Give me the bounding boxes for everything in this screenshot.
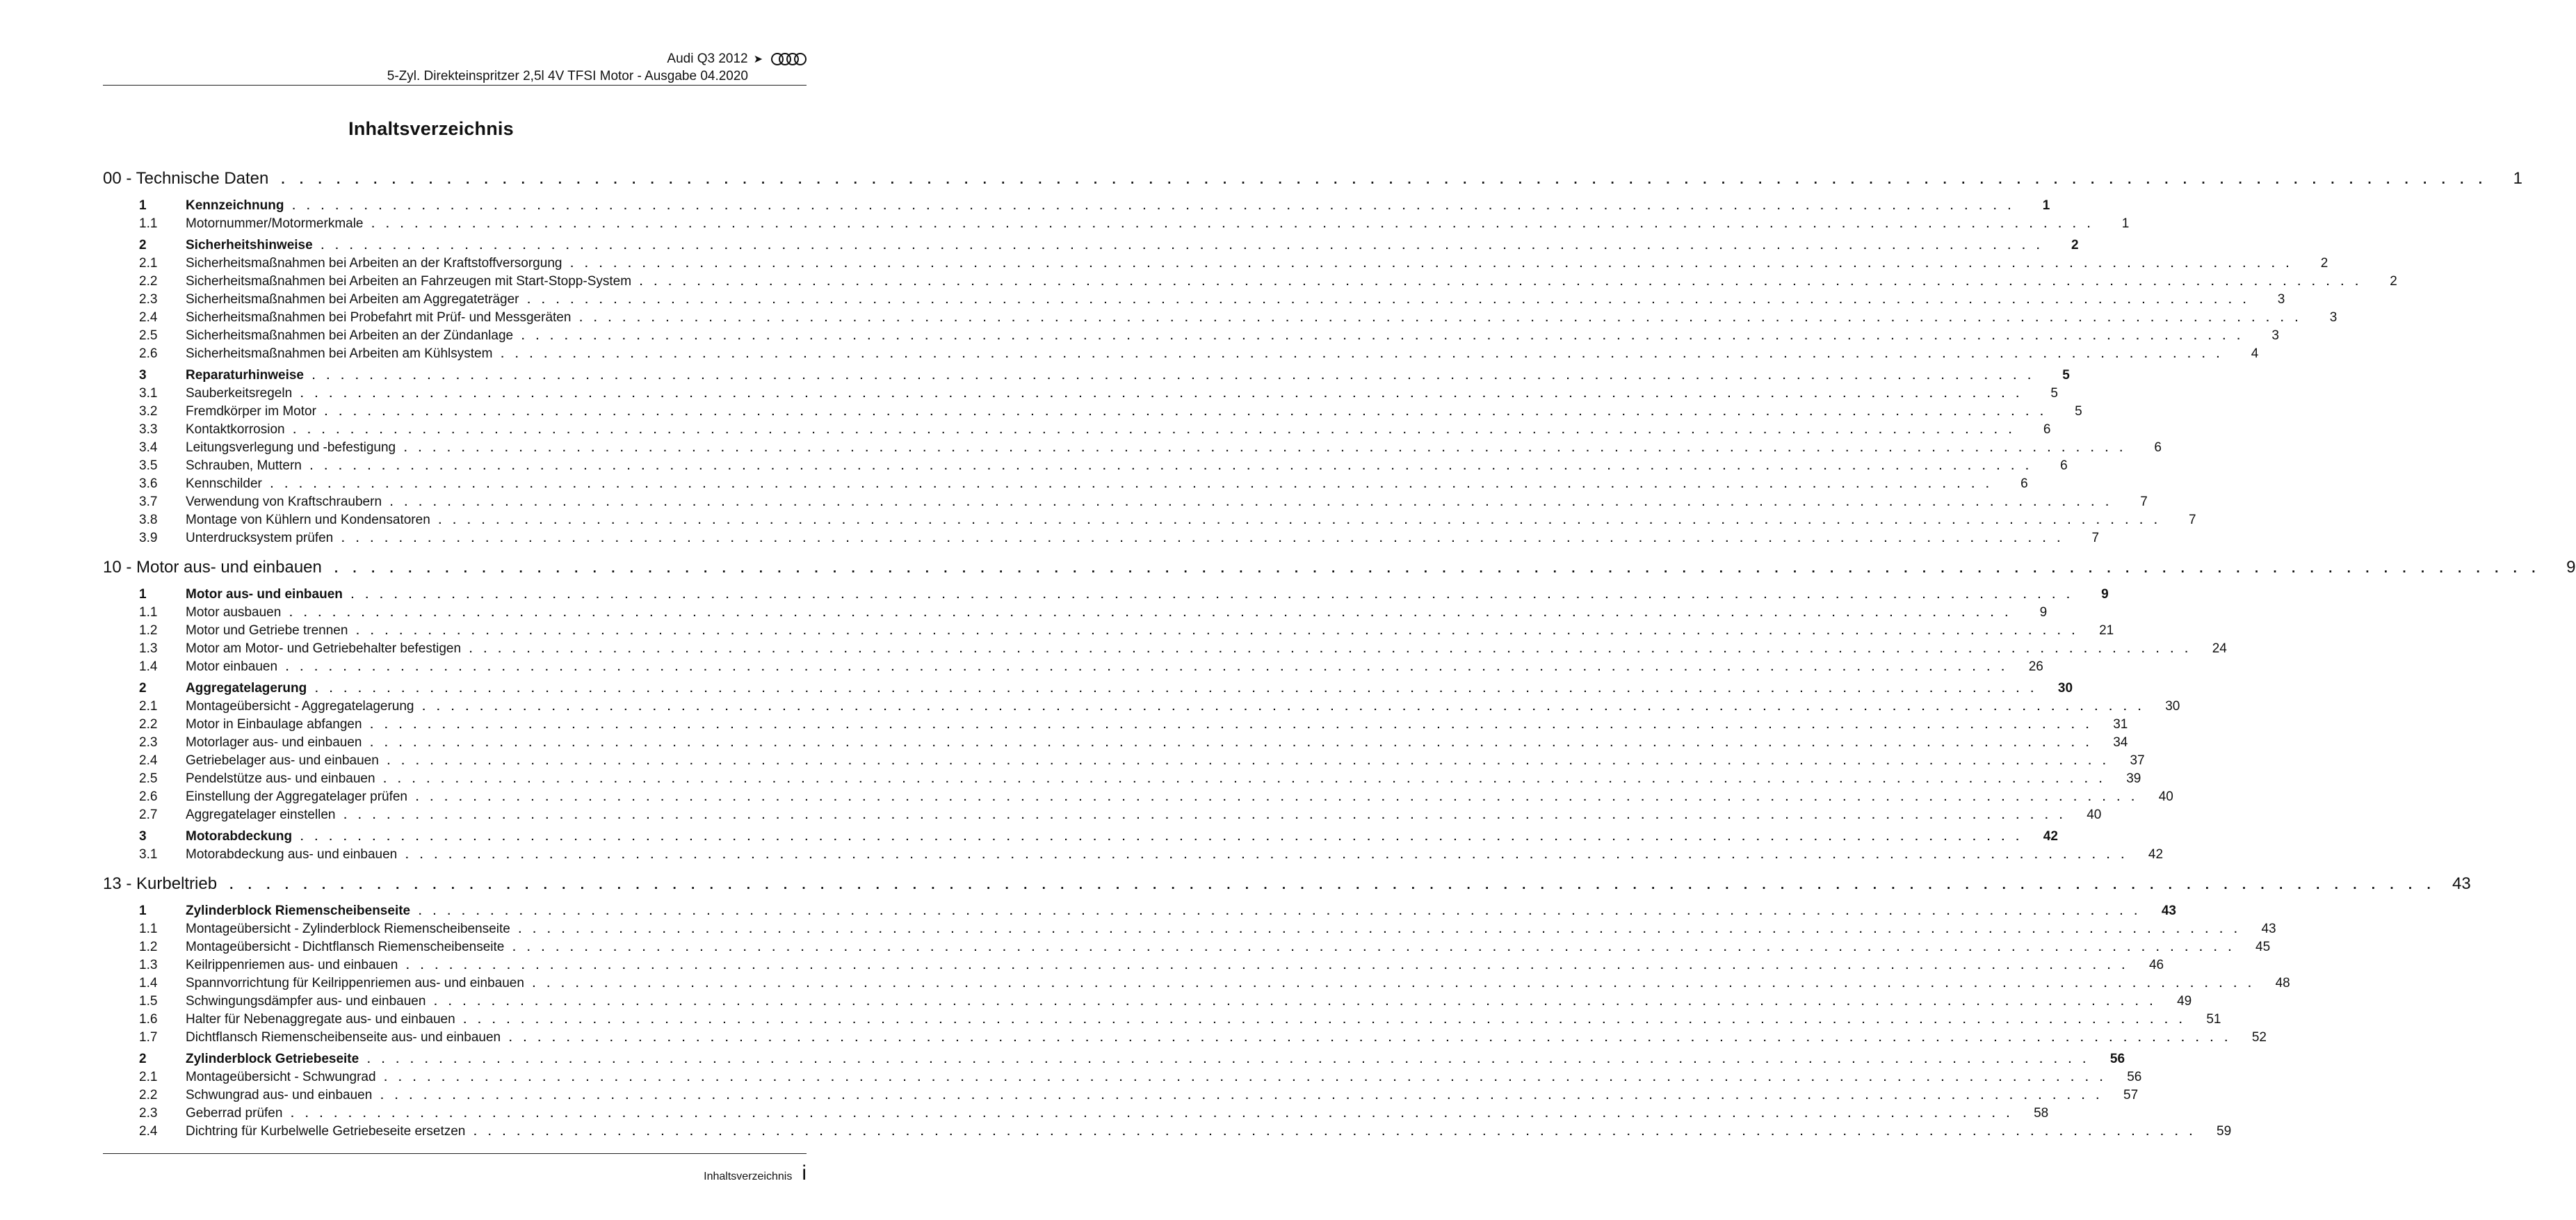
toc-entry-page: 24 — [2212, 641, 2227, 656]
toc-entry-page: 40 — [2158, 789, 2173, 804]
dot-leader: . . . . . . . . . . . . . . . . . . . . . . . . . . . . . . . . . . . . . . . . . . . . . . . . . . . . . . . . . . . . . . . . . . . . . . . . . . . . . . . . . . . . . . . . . . . . . . . . . . . . . . . . . . . . . . . . . . . . . . . . — [321, 240, 2044, 252]
toc-entry-page: 5 — [2050, 386, 2058, 401]
toc-chapter-page: 9 — [2566, 558, 2576, 577]
dot-leader: . . . . . . . . . . . . . . . . . . . . . . . . . . . . . . . . . . . . . . . . . . . . . . . . . . . . . . . . . . . . . . . . . . . . . . . . . . . . . . . . . . . . . . . . . . . . . . . . . . . . . . . . . . . . . . . . . . . . . . . . — [405, 849, 2129, 861]
toc-entry[interactable] — [103, 529, 2100, 547]
toc-entry-title: Kennzeichnung — [186, 198, 284, 213]
footer-page-number: i — [802, 1162, 807, 1185]
toc-entry-page: 37 — [2130, 753, 2145, 768]
toc-entry-page: 39 — [2126, 771, 2141, 786]
toc-entry[interactable] — [103, 385, 2058, 403]
toc-entry[interactable] — [103, 938, 2271, 956]
toc-entry-number: 2.2 — [139, 274, 158, 289]
toc-entry[interactable] — [103, 1068, 2142, 1086]
toc-entry-title: Pendelstütze aus- und einbauen — [186, 771, 375, 786]
toc-entry[interactable] — [103, 493, 2148, 511]
toc-entry-page: 30 — [2057, 681, 2073, 696]
toc-entry-number: 2.6 — [139, 789, 158, 804]
toc-entry-page: 4 — [2251, 346, 2259, 361]
toc-entry-title: Aggregatelager einstellen — [186, 808, 336, 822]
page-footer — [704, 1162, 807, 1185]
toc-entry-page: 21 — [2099, 623, 2114, 638]
toc-entry-page: 2 — [2320, 256, 2328, 271]
toc-entry[interactable] — [103, 956, 2164, 974]
toc-entry-number: 1 — [139, 198, 147, 213]
toc-chapter-title: 00 - Technische Daten — [103, 169, 269, 188]
toc-section[interactable] — [103, 197, 2050, 215]
toc-section[interactable] — [103, 236, 2079, 255]
toc-entry[interactable] — [103, 309, 2338, 327]
toc-chapter[interactable] — [103, 553, 2576, 582]
toc-entry-title: Kennschilder — [186, 476, 262, 491]
toc-entry-number: 2 — [139, 681, 147, 696]
toc-entry-page: 7 — [2189, 513, 2196, 527]
dot-leader: . . . . . . . . . . . . . . . . . . . . . . . . . . . . . . . . . . . . . . . . . . . . . . . . . . . . . . . . . . . . . . . . . . . . . . . . . . . . . . . . . . . . . . . . . . . . . . . . . . . . . . . . . . . . . . . . . . . . . . . . — [518, 924, 2242, 936]
toc-entry-page: 46 — [2148, 958, 2164, 972]
dot-leader: . . . . . . . . . . . . . . . . . . . . . . . . . . . . . . . . . . . . . . . . . . . . . . . . . . . . . . . . . . . . . . . . . . . . . . . . . . . . . . . . . . . . . . . . . . . . . . . . . . . . . . . . . . . . . . . . . . . . . . . . — [579, 312, 2303, 324]
toc-entry-page: 57 — [2123, 1088, 2139, 1102]
toc-entry-page: 42 — [2043, 829, 2058, 844]
toc-entry-number: 1.6 — [139, 1012, 158, 1027]
dot-leader: . . . . . . . . . . . . . . . . . . . . . . . . . . . . . . . . . . . . . . . . . . . . . . . . . . . . . . . . . . . . . . . . . . . . . . . . . . . . . . . . . . . . . . . . . . . . . . . . . . . . . . . . . . . . . . . . . . . . . . . . — [293, 424, 2016, 436]
dot-leader: . . . . . . . . . . . . . . . . . . . . . . . . . . . . . . . . . . . . . . . . . . . . . . . . . . . . . . . . . . . . . . . . . . . . . . . . . . . . . . . . . . . . . . . . . . . . . . . . . . . . . . . . . . . . . . . . . . . . . . . . — [370, 719, 2093, 731]
toc-entry-number: 3.5 — [139, 458, 158, 473]
dot-leader: . . . . . . . . . . . . . . . . . . . . . . . . . . . . . . . . . . . . . . . . . . . . . . . . . . . . . . . . . . . . . . . . . . . . . . . . . . . . . . . . . . . . . . . . . . . . . . . . . . . . . . . . . . . . . . . . . . . . . . . . — [343, 810, 2067, 821]
toc-entry-title: Montageübersicht - Dichtflansch Riemenscheibenseite — [186, 940, 505, 954]
toc-entry-page: 5 — [2062, 368, 2070, 383]
toc-entry[interactable] — [103, 974, 2290, 993]
dot-leader: . . . . . . . . . . . . . . . . . . . . . . . . . . . . . . . . . . . . . . . . . . . . . . . . . . . . . . . . . . . . . . . . . . . . . . . . . . . . . . . . . . . . . . . . . . . . . . . . . . . . . . . . . . . . . . . . . . . . . . . . — [270, 479, 1993, 490]
toc-entry-title: Spannvorrichtung für Keilrippenriemen aus- und einbauen — [186, 976, 524, 990]
audi-rings-logo-icon — [771, 53, 807, 65]
toc-entry-number: 2.2 — [139, 1088, 158, 1102]
toc-entry[interactable] — [103, 734, 2128, 752]
toc-entry[interactable] — [103, 658, 2043, 676]
toc-entry[interactable] — [103, 716, 2128, 734]
toc-entry-page: 43 — [2161, 904, 2176, 918]
toc-entry-page: 31 — [2113, 717, 2128, 732]
toc-entry[interactable] — [103, 1086, 2139, 1105]
dot-leader: . . . . . . . . . . . . . . . . . . . . . . . . . . . . . . . . . . . . . . . . . . . . . . . . . . . . . . . . . . . . . . . . . . . . . . . . . . . . . . . . . . . . . . . . . . . . . . . . . . . . . . . . . . . . . . . . . . . . . . . . — [292, 200, 2016, 212]
toc-entry-page: 48 — [2275, 976, 2290, 990]
toc-entry-page: 7 — [2140, 495, 2148, 509]
toc-entry-page: 2 — [2390, 274, 2397, 289]
toc-entry[interactable] — [103, 475, 2028, 493]
toc-entry[interactable] — [103, 215, 2130, 233]
dot-leader: . . . . . . . . . . . . . . . . . . . . . . . . . . . . . . . . . . . . . . . . . . . . . . . . . . . . . . . . . . . . . . . . . . . . . . . . . . . . . . . . . . . . . . . . . . . . . . . . . . . . . . . . . . . . . . . . . . . . . . . . — [341, 533, 2065, 545]
footer-label: Inhaltsverzeichnis — [704, 1171, 793, 1182]
toc-entry-title: Einstellung der Aggregatelager prüfen — [186, 789, 408, 804]
toc-entry-page: 52 — [2251, 1030, 2267, 1045]
toc-entry-title: Geberrad prüfen — [186, 1106, 283, 1121]
toc-entry-page: 56 — [2127, 1070, 2142, 1084]
toc-chapter-title: 10 - Motor aus- und einbauen — [103, 558, 322, 577]
toc-chapter[interactable] — [103, 164, 2523, 193]
dot-leader: . . . . . . . . . . . . . . . . . . . . . . . . . . . . . . . . . . . . . . . . . . . . . . . . . . . . . . . . . . . . . . . . . . . . . . . . . . . . . . . . . . . . . . . . . . . . . . . . . . . . . . . . . . . . . . . . . . . . . . . . — [383, 773, 2107, 785]
toc-entry-page: 3 — [2271, 328, 2279, 343]
toc-entry-page: 9 — [2101, 587, 2109, 602]
toc-entry-title: Sicherheitsmaßnahmen bei Arbeiten an der Kraftstoffversorgung — [186, 256, 562, 271]
arrow-icon: ➤ — [753, 54, 763, 65]
toc-entry-number: 3.9 — [139, 531, 158, 545]
toc-entry-title: Sicherheitsmaßnahmen bei Arbeiten an der Zündanlage — [186, 328, 514, 343]
dot-leader: . . . . . . . . . . . . . . . . . . . . . . . . . . . . . . . . . . . . . . . . . . . . . . . . . . . . . . . . . . . . . . . . . . . . . . . . . . . . . . . . . . . . . . . . . . . . . . . . . . . . . . . . . . . . . . . . . . . . . . . . — [370, 737, 2093, 749]
toc-entry-title: Zylinderblock Getriebeseite — [186, 1052, 359, 1066]
toc-entry[interactable] — [103, 511, 2196, 529]
toc-entry-number: 2.6 — [139, 346, 158, 361]
dot-leader: . . . . . . . . . . . . . . . . . . . . . . . . . . . . . . . . . . . . . . . . . . . . . . . . . . . . . . . . . . . . . . . . . . . . . . . . . . . . . . . . . . . . . . . . . . . . . . . . . . . . . . . . . . . . . . . . . . . . . . . . — [334, 561, 2541, 576]
toc-entry[interactable] — [103, 421, 2051, 439]
toc-entry-page: 6 — [2154, 440, 2162, 455]
dot-leader: . . . . . . . . . . . . . . . . . . . . . . . . . . . . . . . . . . . . . . . . . . . . . . . . . . . . . . . . . . . . . . . . . . . . . . . . . . . . . . . . . . . . . . . . . . . . . . . . . . . . . . . . . . . . . . . . . . . . . . . . — [300, 831, 2023, 843]
toc-entry-page: 6 — [2043, 422, 2051, 437]
toc-entry-number: 2.2 — [139, 717, 158, 732]
toc-entry-number: 1.4 — [139, 659, 158, 674]
toc-entry[interactable] — [103, 345, 2259, 363]
toc-entry-title: Aggregatelagerung — [186, 681, 307, 696]
toc-entry-title: Leitungsverlegung und -befestigung — [186, 440, 396, 455]
toc-entry-title: Motornummer/Motormerkmale — [186, 216, 364, 231]
toc-entry-number: 3.1 — [139, 847, 158, 862]
dot-leader: . . . . . . . . . . . . . . . . . . . . . . . . . . . . . . . . . . . . . . . . . . . . . . . . . . . . . . . . . . . . . . . . . . . . . . . . . . . . . . . . . . . . . . . . . . . . . . . . . . . . . . . . . . . . . . . . . . . . . . . . — [356, 625, 2080, 637]
toc-entry-page: 9 — [2039, 605, 2048, 620]
dot-leader: . . . . . . . . . . . . . . . . . . . . . . . . . . . . . . . . . . . . . . . . . . . . . . . . . . . . . . . . . . . . . . . . . . . . . . . . . . . . . . . . . . . . . . . . . . . . . . . . . . . . . . . . . . . . . . . . . . . . . . . . — [469, 643, 2192, 655]
toc-entry-page: 59 — [2217, 1124, 2232, 1139]
toc-entry-number: 1.7 — [139, 1030, 158, 1045]
toc-entry-page: 6 — [2060, 458, 2068, 473]
toc-entry-number: 3 — [139, 368, 147, 383]
dot-leader: . . . . . . . . . . . . . . . . . . . . . . . . . . . . . . . . . . . . . . . . . . . . . . . . . . . . . . . . . . . . . . . . . . . . . . . . . . . . . . . . . . . . . . . . . . . . . . . . . . . . . . . . . . . . . . . . . . . . . . . . — [438, 515, 2162, 527]
dot-leader: . . . . . . . . . . . . . . . . . . . . . . . . . . . . . . . . . . . . . . . . . . . . . . . . . . . . . . . . . . . . . . . . . . . . . . . . . . . . . . . . . . . . . . . . . . . . . . . . . . . . . . . . . . . . . . . . . . . . . . . . — [309, 460, 2033, 472]
dot-leader: . . . . . . . . . . . . . . . . . . . . . . . . . . . . . . . . . . . . . . . . . . . . . . . . . . . . . . . . . . . . . . . . . . . . . . . . . . . . . . . . . . . . . . . . . . . . . . . . . . . . . . . . . . . . . . . . . . . . . . . . — [422, 701, 2146, 713]
toc-entry-title: Sicherheitsmaßnahmen bei Probefahrt mit Prüf- und Messgeräten — [186, 310, 572, 325]
page-header — [103, 50, 807, 85]
toc-entry-title: Motor aus- und einbauen — [186, 587, 343, 602]
toc-entry-number: 3.8 — [139, 513, 158, 527]
toc-entry[interactable] — [103, 640, 2227, 658]
toc-entry-title: Schrauben, Muttern — [186, 458, 302, 473]
page-title: Inhaltsverzeichnis — [348, 118, 514, 139]
dot-leader: . . . . . . . . . . . . . . . . . . . . . . . . . . . . . . . . . . . . . . . . . . . . . . . . . . . . . . . . . . . . . . . . . . . . . . . . . . . . . . . . . . . . . . . . . . . . . . . . . . . . . . . . . . . . . . . . . . . . . . . . — [416, 792, 2139, 803]
toc-entry-page: 7 — [2091, 531, 2100, 545]
toc-entry-number: 3.1 — [139, 386, 158, 401]
toc-entry-number: 1.1 — [139, 216, 158, 231]
toc-entry-page: 3 — [2277, 292, 2285, 307]
toc-entry-title: Sauberkeitsregeln — [186, 386, 293, 401]
dot-leader: . . . . . . . . . . . . . . . . . . . . . . . . . . . . . . . . . . . . . . . . . . . . . . . . . . . . . . . . . . . . . . . . . . . . . . . . . . . . . . . . . . . . . . . . . . . . . . . . . . . . . . . . . . . . . . . . . . . . . . . . — [406, 960, 2130, 972]
toc-entry-number: 1.3 — [139, 958, 158, 972]
dot-leader: . . . . . . . . . . . . . . . . . . . . . . . . . . . . . . . . . . . . . . . . . . . . . . . . . . . . . . . . . . . . . . . . . . . . . . . . . . . . . . . . . . . . . . . . . . . . . . . . . . . . . . . . . . . . . . . . . . . . . . . . — [291, 1108, 2014, 1120]
dot-leader: . . . . . . . . . . . . . . . . . . . . . . . . . . . . . . . . . . . . . . . . . . . . . . . . . . . . . . . . . . . . . . . . . . . . . . . . . . . . . . . . . . . . . . . . . . . . . . . . . . . . . . . . . . . . . . . . . . . . . . . . — [315, 683, 2039, 695]
toc-entry-number: 1.1 — [139, 605, 158, 620]
dot-leader: . . . . . . . . . . . . . . . . . . . . . . . . . . . . . . . . . . . . . . . . . . . . . . . . . . . . . . . . . . . . . . . . . . . . . . . . . . . . . . . . . . . . . . . . . . . . . . . . . . . . . . . . . . . . . . . . . . . . . . . . — [521, 330, 2244, 342]
toc-entry-number: 1.2 — [139, 623, 158, 638]
dot-leader: . . . . . . . . . . . . . . . . . . . . . . . . . . . . . . . . . . . . . . . . . . . . . . . . . . . . . . . . . . . . . . . . . . . . . . . . . . . . . . . . . . . . . . . . . . . . . . . . . . . . . . . . . . . . . . . . . . . . . . . . — [286, 661, 2009, 673]
toc-entry-title: Motorabdeckung aus- und einbauen — [186, 847, 398, 862]
toc-entry-number: 3.6 — [139, 476, 158, 491]
toc-entry-page: 1 — [2042, 198, 2050, 213]
toc-chapter-page: 1 — [2513, 169, 2523, 188]
dot-leader: . . . . . . . . . . . . . . . . . . . . . . . . . . . . . . . . . . . . . . . . . . . . . . . . . . . . . . . . . . . . . . . . . . . . . . . . . . . . . . . . . . . . . . . . . . . . . . . . . . . . . . . . . . . . . . . . . . . . . . . . — [570, 258, 2294, 270]
toc-entry-title: Montageübersicht - Zylinderblock Riemenscheibenseite — [186, 922, 510, 936]
toc-entry-number: 1 — [139, 587, 147, 602]
toc-entry-title: Verwendung von Kraftschraubern — [186, 495, 382, 509]
toc-entry[interactable] — [103, 1011, 2221, 1029]
toc-entry[interactable] — [103, 920, 2276, 938]
toc-entry-title: Montage von Kühlern und Kondensatoren — [186, 513, 430, 527]
toc-entry-number: 1.5 — [139, 994, 158, 1009]
toc-entry-title: Motorabdeckung — [186, 829, 293, 844]
toc-entry[interactable] — [103, 291, 2285, 309]
toc-entry-number: 2.7 — [139, 808, 158, 822]
dot-leader: . . . . . . . . . . . . . . . . . . . . . . . . . . . . . . . . . . . . . . . . . . . . . . . . . . . . . . . . . . . . . . . . . . . . . . . . . . . . . . . . . . . . . . . . . . . . . . . . . . . . . . . . . . . . . . . . . . . . . . . . — [527, 294, 2251, 306]
toc-entry-page: 49 — [2177, 994, 2192, 1009]
toc-entry-title: Reparaturhinweise — [186, 368, 304, 383]
dot-leader: . . . . . . . . . . . . . . . . . . . . . . . . . . . . . . . . . . . . . . . . . . . . . . . . . . . . . . . . . . . . . . . . . . . . . . . . . . . . . . . . . . . . . . . . . . . . . . . . . . . . . . . . . . . . . . . . . . . . . . . . — [312, 370, 2035, 382]
toc-entry-number: 2.4 — [139, 1124, 158, 1139]
toc-entry-page: 43 — [2261, 922, 2276, 936]
toc-entry-title: Sicherheitsmaßnahmen bei Arbeiten am Aggregateträger — [186, 292, 519, 307]
dot-leader: . . . . . . . . . . . . . . . . . . . . . . . . . . . . . . . . . . . . . . . . . . . . . . . . . . . . . . . . . . . . . . . . . . . . . . . . . . . . . . . . . . . . . . . . . . . . . . . . . . . . . . . . . . . . . . . . . . . . . . . . — [512, 942, 2236, 954]
toc-section[interactable] — [103, 680, 2073, 698]
toc-entry-title: Dichtflansch Riemenscheibenseite aus- und einbauen — [186, 1030, 501, 1045]
toc-section[interactable] — [103, 902, 2176, 920]
toc-entry[interactable] — [103, 255, 2328, 273]
toc-entry-page: 45 — [2255, 940, 2271, 954]
toc-entry-title: Motorlager aus- und einbauen — [186, 735, 362, 750]
toc-entry-title: Motor in Einbaulage abfangen — [186, 717, 362, 732]
dot-leader: . . . . . . . . . . . . . . . . . . . . . . . . . . . . . . . . . . . . . . . . . . . . . . . . . . . . . . . . . . . . . . . . . . . . . . . . . . . . . . . . . . . . . . . . . . . . . . . . . . . . . . . . . . . . . . . . . . . . . . . . — [367, 1054, 2091, 1066]
toc-entry-number: 1.2 — [139, 940, 158, 954]
dot-leader: . . . . . . . . . . . . . . . . . . . . . . . . . . . . . . . . . . . . . . . . . . . . . . . . . . . . . . . . . . . . . . . . . . . . . . . . . . . . . . . . . . . . . . . . . . . . . . . . . . . . . . . . . . . . . . . . . . . . . . . . — [289, 607, 2013, 619]
dot-leader: . . . . . . . . . . . . . . . . . . . . . . . . . . . . . . . . . . . . . . . . . . . . . . . . . . . . . . . . . . . . . . . . . . . . . . . . . . . . . . . . . . . . . . . . . . . . . . . . . . . . . . . . . . . . . . . . . . . . . . . . — [324, 406, 2048, 418]
toc-entry-number: 2.3 — [139, 292, 158, 307]
toc-entry-number: 1 — [139, 904, 147, 918]
toc-entry[interactable] — [103, 327, 2279, 345]
header-model-line — [667, 50, 807, 68]
toc-entry-number: 2.4 — [139, 753, 158, 768]
toc-section[interactable] — [103, 367, 2070, 385]
toc-chapter[interactable] — [103, 869, 2471, 899]
toc-entry-number: 2.1 — [139, 256, 158, 271]
toc-entry-number: 2.1 — [139, 699, 158, 714]
dot-leader: . . . . . . . . . . . . . . . . . . . . . . . . . . . . . . . . . . . . . . . . . . . . . . . . . . . . . . . . . . . . . . . . . . . . . . . . . . . . . . . . . . . . . . . . . . . . . . . . . . . . . . . . . . . . . . . . . . . . . . . . — [300, 388, 2023, 400]
toc-section[interactable] — [103, 828, 2058, 846]
dot-leader: . . . . . . . . . . . . . . . . . . . . . . . . . . . . . . . . . . . . . . . . . . . . . . . . . . . . . . . . . . . . . . . . . . . . . . . . . . . . . . . . . . . . . . . . . . . . . . . . . . . . . . . . . . . . . . . . . . . . . . . . — [404, 442, 2127, 454]
toc-entry[interactable] — [103, 1105, 2049, 1123]
toc-entry-page: 56 — [2109, 1052, 2125, 1066]
dot-leader: . . . . . . . . . . . . . . . . . . . . . . . . . . . . . . . . . . . . . . . . . . . . . . . . . . . . . . . . . . . . . . . . . . . . . . . . . . . . . . . . . . . . . . . . . . . . . . . . . . . . . . . . . . . . . . . . . . . . . . . . — [640, 276, 2363, 288]
toc-entry-title: Motor einbauen — [186, 659, 278, 674]
toc-entry[interactable] — [103, 273, 2397, 291]
toc-entry-number: 2.4 — [139, 310, 158, 325]
toc-entry-title: Sicherheitshinweise — [186, 238, 313, 252]
toc-entry-title: Getriebelager aus- und einbauen — [186, 753, 379, 768]
dot-leader: . . . . . . . . . . . . . . . . . . . . . . . . . . . . . . . . . . . . . . . . . . . . . . . . . . . . . . . . . . . . . . . . . . . . . . . . . . . . . . . . . . . . . . . . . . . . . . . . . . . . . . . . . . . . . . . . . . . . . . . . — [387, 755, 2110, 767]
dot-leader: . . . . . . . . . . . . . . . . . . . . . . . . . . . . . . . . . . . . . . . . . . . . . . . . . . . . . . . . . . . . . . . . . . . . . . . . . . . . . . . . . . . . . . . . . . . . . . . . . . . . . . . . . . . . . . . . . . . . . . . . — [384, 1072, 2107, 1084]
toc-entry[interactable] — [103, 457, 2068, 475]
dot-leader: . . . . . . . . . . . . . . . . . . . . . . . . . . . . . . . . . . . . . . . . . . . . . . . . . . . . . . . . . . . . . . . . . . . . . . . . . . . . . . . . . . . . . . . . . . . . . . . . . . . . . . . . . . . . . . . . . . . . . . . . — [532, 978, 2255, 990]
toc-entry-number: 2 — [139, 1052, 147, 1066]
toc-entry-page: 40 — [2087, 808, 2102, 822]
toc-entry-page: 5 — [2075, 404, 2082, 419]
toc-entry-title: Schwungrad aus- und einbauen — [186, 1088, 373, 1102]
dot-leader: . . . . . . . . . . . . . . . . . . . . . . . . . . . . . . . . . . . . . . . . . . . . . . . . . . . . . . . . . . . . . . . . . . . . . . . . . . . . . . . . . . . . . . . . . . . . . . . . . . . . . . . . . . . . . . . . . . . . . . . . — [380, 1090, 2104, 1102]
toc-entry-page: 1 — [2121, 216, 2130, 231]
toc-entry-title: Montageübersicht - Schwungrad — [186, 1070, 376, 1084]
toc-entry-title: Unterdrucksystem prüfen — [186, 531, 334, 545]
toc-entry-title: Schwingungsdämpfer aus- und einbauen — [186, 994, 426, 1009]
toc-entry[interactable] — [103, 993, 2192, 1011]
toc-entry-page: 26 — [2028, 659, 2043, 674]
dot-leader: . . . . . . . . . . . . . . . . . . . . . . . . . . . . . . . . . . . . . . . . . . . . . . . . . . . . . . . . . . . . . . . . . . . . . . . . . . . . . . . . . . . . . . . . . . . . . . . . . . . . . . . . . . . . . . . . . . . . . . . . — [229, 878, 2436, 892]
toc-entry[interactable] — [103, 770, 2141, 788]
toc-entry-number: 1.3 — [139, 641, 158, 656]
toc-entry[interactable] — [103, 622, 2114, 640]
dot-leader: . . . . . . . . . . . . . . . . . . . . . . . . . . . . . . . . . . . . . . . . . . . . . . . . . . . . . . . . . . . . . . . . . . . . . . . . . . . . . . . . . . . . . . . . . . . . . . . . . . . . . . . . . . . . . . . . . . . . . . . . — [473, 1126, 2197, 1138]
toc-entry-page: 42 — [2148, 847, 2164, 862]
toc-entry-title: Motor ausbauen — [186, 605, 282, 620]
dot-leader: . . . . . . . . . . . . . . . . . . . . . . . . . . . . . . . . . . . . . . . . . . . . . . . . . . . . . . . . . . . . . . . . . . . . . . . . . . . . . . . . . . . . . . . . . . . . . . . . . . . . . . . . . . . . . . . . . . . . . . . . — [509, 1032, 2232, 1044]
toc-entry-page: 3 — [2329, 310, 2338, 325]
toc-entry-number: 3.3 — [139, 422, 158, 437]
toc-section[interactable] — [103, 1050, 2125, 1068]
toc-entry[interactable] — [103, 806, 2102, 824]
toc-entry-title: Motor am Motor- und Getriebehalter befestigen — [186, 641, 462, 656]
dot-leader: . . . . . . . . . . . . . . . . . . . . . . . . . . . . . . . . . . . . . . . . . . . . . . . . . . . . . . . . . . . . . . . . . . . . . . . . . . . . . . . . . . . . . . . . . . . . . . . . . . . . . . . . . . . . . . . . . . . . . . . . — [501, 348, 2224, 360]
toc-entry-page: 2 — [2071, 238, 2079, 252]
toc-entry[interactable] — [103, 752, 2145, 770]
toc-entry-number: 2.5 — [139, 771, 158, 786]
toc-entry-number: 1.4 — [139, 976, 158, 990]
toc-entry-number: 3.2 — [139, 404, 158, 419]
toc-entry-number: 1.1 — [139, 922, 158, 936]
toc-entry-title: Keilrippenriemen aus- und einbauen — [186, 958, 398, 972]
toc-entry-title: Fremdkörper im Motor — [186, 404, 316, 419]
footer-divider — [103, 1153, 807, 1154]
toc-entry-page: 34 — [2113, 735, 2128, 750]
header-subtitle: 5-Zyl. Direkteinspritzer 2,5l 4V TFSI Motor - Ausgabe 04.2020 — [387, 69, 748, 83]
dot-leader: . . . . . . . . . . . . . . . . . . . . . . . . . . . . . . . . . . . . . . . . . . . . . . . . . . . . . . . . . . . . . . . . . . . . . . . . . . . . . . . . . . . . . . . . . . . . . . . . . . . . . . . . . . . . . . . . . . . . . . . . — [350, 589, 2074, 601]
toc-chapter-page: 43 — [2452, 874, 2471, 893]
toc-entry-title: Dichtring für Kurbelwelle Getriebeseite ersetzen — [186, 1124, 466, 1139]
toc-entry-number: 2.3 — [139, 1106, 158, 1121]
toc-entry-number: 3.7 — [139, 495, 158, 509]
dot-leader: . . . . . . . . . . . . . . . . . . . . . . . . . . . . . . . . . . . . . . . . . . . . . . . . . . . . . . . . . . . . . . . . . . . . . . . . . . . . . . . . . . . . . . . . . . . . . . . . . . . . . . . . . . . . . . . . . . . . . . . . — [434, 996, 2157, 1008]
toc-entry-title: Montageübersicht - Aggregatelagerung — [186, 699, 414, 714]
dot-leader: . . . . . . . . . . . . . . . . . . . . . . . . . . . . . . . . . . . . . . . . . . . . . . . . . . . . . . . . . . . . . . . . . . . . . . . . . . . . . . . . . . . . . . . . . . . . . . . . . . . . . . . . . . . . . . . . . . . . . . . . — [371, 218, 2095, 230]
toc-entry[interactable] — [103, 1123, 2232, 1141]
toc-entry[interactable] — [103, 403, 2082, 421]
toc-entry-page: 30 — [2165, 699, 2180, 714]
toc-entry-page: 58 — [2034, 1106, 2049, 1121]
toc-entry-number: 2.1 — [139, 1070, 158, 1084]
toc-entry[interactable] — [103, 698, 2180, 716]
toc-entry[interactable] — [103, 439, 2162, 457]
toc-entry-number: 2.5 — [139, 328, 158, 343]
toc-entry-title: Kontaktkorrosion — [186, 422, 285, 437]
toc-entry-number: 2.3 — [139, 735, 158, 750]
toc-entry-title: Sicherheitsmaßnahmen bei Arbeiten an Fahrzeugen mit Start-Stopp-System — [186, 274, 632, 289]
toc-entry[interactable] — [103, 788, 2173, 806]
toc-entry-title: Zylinderblock Riemenscheibenseite — [186, 904, 411, 918]
toc-entry-title: Halter für Nebenaggregate aus- und einbauen — [186, 1012, 455, 1027]
toc-entry[interactable] — [103, 846, 2164, 864]
toc-section[interactable] — [103, 586, 2109, 604]
toc-chapter-title: 13 - Kurbeltrieb — [103, 874, 218, 893]
toc-entry-number: 3.4 — [139, 440, 158, 455]
table-of-contents — [103, 164, 2576, 1141]
toc-entry-page: 6 — [2020, 476, 2028, 491]
toc-entry-page: 51 — [2206, 1012, 2221, 1027]
toc-entry[interactable] — [103, 604, 2048, 622]
dot-leader: . . . . . . . . . . . . . . . . . . . . . . . . . . . . . . . . . . . . . . . . . . . . . . . . . . . . . . . . . . . . . . . . . . . . . . . . . . . . . . . . . . . . . . . . . . . . . . . . . . . . . . . . . . . . . . . . . . . . . . . . — [390, 497, 2113, 508]
toc-entry-number: 3 — [139, 829, 147, 844]
dot-leader: . . . . . . . . . . . . . . . . . . . . . . . . . . . . . . . . . . . . . . . . . . . . . . . . . . . . . . . . . . . . . . . . . . . . . . . . . . . . . . . . . . . . . . . . . . . . . . . . . . . . . . . . . . . . . . . . . . . . . . . . — [463, 1014, 2187, 1026]
toc-entry-number: 2 — [139, 238, 147, 252]
header-divider — [103, 85, 807, 86]
toc-entry[interactable] — [103, 1029, 2267, 1047]
toc-entry-title: Sicherheitsmaßnahmen bei Arbeiten am Kühlsystem — [186, 346, 493, 361]
dot-leader: . . . . . . . . . . . . . . . . . . . . . . . . . . . . . . . . . . . . . . . . . . . . . . . . . . . . . . . . . . . . . . . . . . . . . . . . . . . . . . . . . . . . . . . . . . . . . . . . . . . . . . . . . . . . . . . . . . . . . . . . — [281, 172, 2488, 187]
toc-entry-title: Motor und Getriebe trennen — [186, 623, 348, 638]
dot-leader: . . . . . . . . . . . . . . . . . . . . . . . . . . . . . . . . . . . . . . . . . . . . . . . . . . . . . . . . . . . . . . . . . . . . . . . . . . . . . . . . . . . . . . . . . . . . . . . . . . . . . . . . . . . . . . . . . . . . . . . . — [419, 906, 2141, 917]
header-model: Audi Q3 2012 — [667, 51, 748, 66]
